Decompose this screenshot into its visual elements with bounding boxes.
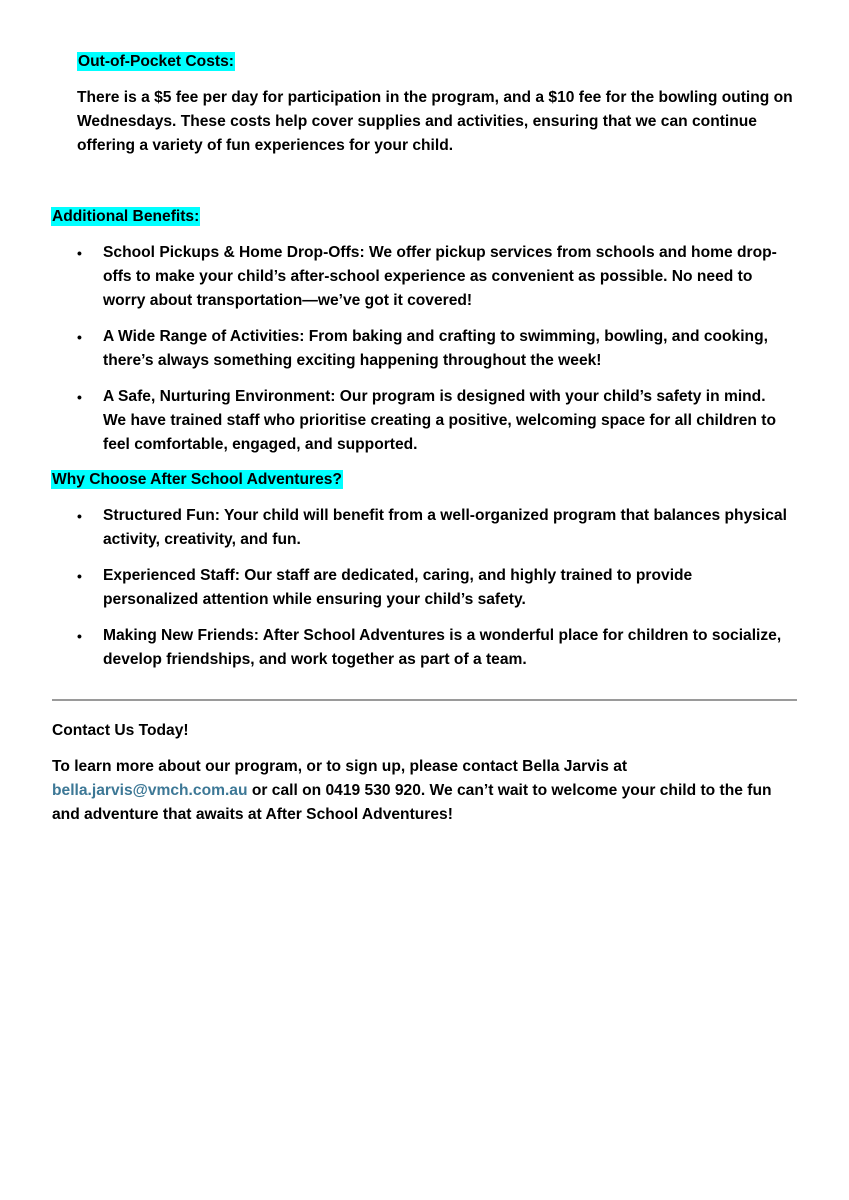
benefits-list bbox=[52, 241, 789, 469]
why-list bbox=[52, 504, 789, 684]
bullet-dot-icon: • bbox=[77, 245, 82, 261]
email-link[interactable]: bella.jarvis@vmch.com.au bbox=[52, 782, 248, 799]
bullet-dot-icon: • bbox=[77, 329, 82, 345]
contact-paragraph: To learn more about our program, or to sign up, please contact Bella Jarvis at bella.jarvis@vmch.com.au or call on 0419 530 920. We can’t wait to welcome your child to the fun and adventure that awaits at After School Adventures! bbox=[52, 758, 772, 823]
contact-heading: Contact Us Today! bbox=[52, 722, 189, 739]
list-item: • Experienced Staff: Our staff are dedicated, caring, and highly trained to provide personalized attention while ensuring your child’s safety. bbox=[52, 564, 789, 612]
costs-heading: Out-of-Pocket Costs: bbox=[78, 53, 234, 70]
list-item: • Structured Fun: Your child will benefit from a well-organized program that balances physical activity, creativity, and fun. bbox=[52, 504, 789, 552]
bullet-dot-icon: • bbox=[77, 568, 82, 584]
list-item: • A Wide Range of Activities: From baking and crafting to swimming, bowling, and cooking, there’s always something exciting happening throughout the week! bbox=[52, 325, 789, 373]
list-item: • A Safe, Nurturing Environment: Our program is designed with your child’s safety in mind. We have trained staff who prioritise creating a positive, welcoming space for all children to feel comfortable, engaged, and supported. bbox=[52, 385, 789, 457]
list-item: • Making New Friends: After School Adventures is a wonderful place for children to socialize, develop friendships, and work together as part of a team. bbox=[52, 624, 789, 672]
list-item: • School Pickups & Home Drop-Offs: We offer pickup services from schools and home drop-offs to make your child’s after-school experience as convenient as possible. No need to worry about transportation—we’ve got it covered! bbox=[52, 241, 789, 313]
bullet-dot-icon: • bbox=[77, 508, 82, 524]
section-divider bbox=[52, 699, 797, 701]
benefits-heading: Additional Benefits: bbox=[52, 208, 200, 225]
bullet-dot-icon: • bbox=[77, 389, 82, 405]
why-heading: Why Choose After School Adventures? bbox=[52, 471, 342, 488]
bullet-dot-icon: • bbox=[77, 628, 82, 644]
costs-paragraph: There is a $5 fee per day for participation in the program, and a $10 fee for the bowling outing on Wednesdays. These costs help cover supplies and activities, ensuring that we can continue offering a variety of fun experiences for your child. bbox=[77, 89, 793, 154]
